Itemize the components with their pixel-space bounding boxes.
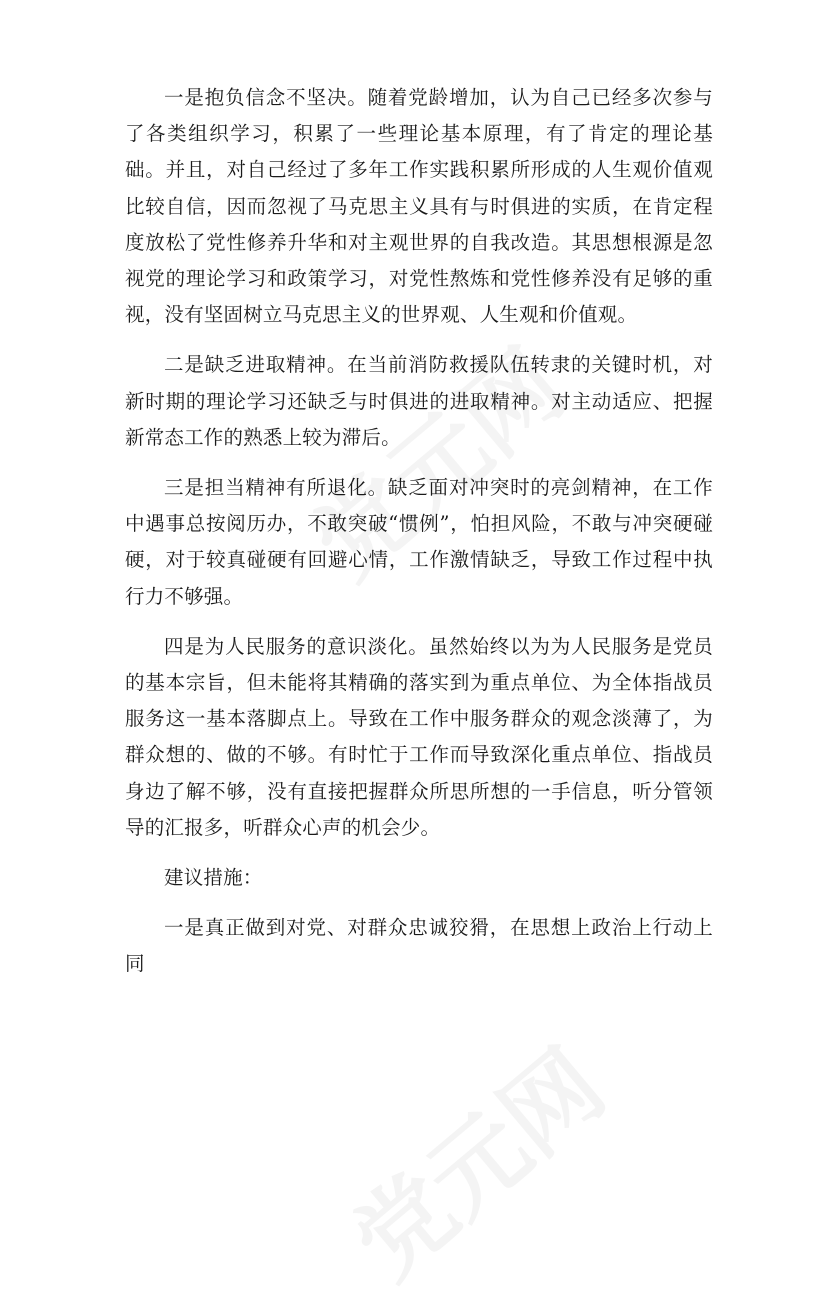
paragraph-1: 一是抱负信念不坚决。随着党龄增加，认为自己已经多次参与了各类组织学习，积累了一些理论基本原理，有了肯定的理论基础。并且，对自己经过了多年工作实践积累所形成的人生观价值观比较自信，因而忽视了马克思主义具有与时俱进的实质，在肯定程度放松了党性修养升华和对主观世界的自我改造。其思想根源是忽视党的理论学习和政策学习，对党性熬炼和党性修养没有足够的重视，没有坚固树立马克思主义的世界观、人生观和价值观。 <box>125 86 713 327</box>
section-heading: 建议措施： <box>164 866 263 890</box>
document-body <box>125 80 713 997</box>
paragraph-5: 一是真正做到对党、对群众忠诚狡猾，在思想上政治上行动上同 <box>125 916 713 976</box>
paragraph-2: 二是缺乏进取精神。在当前消防救援队伍转隶的关键时机，对新时期的理论学习还缺乏与时俱进的进取精神。对主动适应、把握新常态工作的熟悉上较为滞后。 <box>125 353 713 449</box>
paragraph-3: 三是担当精神有所退化。缺乏面对冲突时的亮剑精神，在工作中遇事总按阅历办，不敢突破“惯例”，怕担风险，不敢与冲突硬碰硬，对于较真碰硬有回避心情，工作激情缺乏，导致工作过程中执行力不够强。 <box>125 476 713 608</box>
paragraph-4: 四是为人民服务的意识淡化。虽然始终以为为人民服务是党员的基本宗旨，但未能将其精确的落实到为重点单位、为全体指战员服务这一基本落脚点上。导致在工作中服务群众的观念淡薄了，为群众想的、做的不够。有时忙于工作而导致深化重点单位、指战员身边了解不够，没有直接把握群众所思所想的一手信息，听分管领导的汇报多，听群众心声的机会少。 <box>125 634 713 839</box>
watermark-text <box>320 1013 629 1303</box>
